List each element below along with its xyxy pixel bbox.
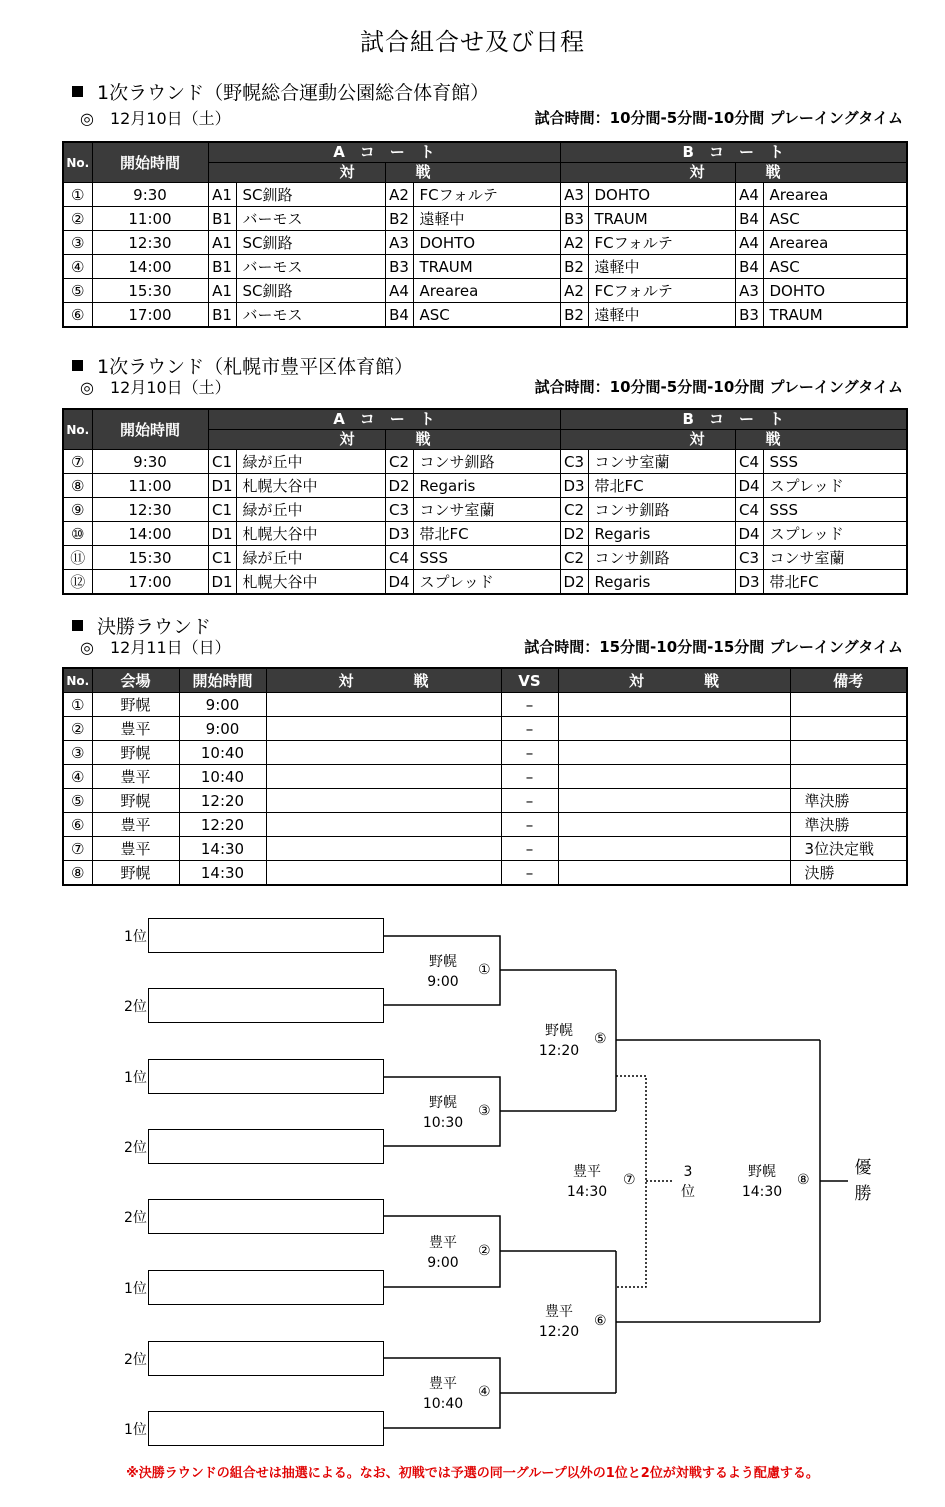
- vs-dash: –: [501, 741, 558, 765]
- team-name: FCフォルテ: [413, 183, 560, 207]
- match-number: ③: [63, 741, 92, 765]
- team-code: A3: [735, 279, 763, 303]
- start-time: 14:30: [179, 861, 266, 886]
- team-name: 札幌大谷中: [236, 570, 385, 595]
- round1b-match-time-note: 試合時間：10分間-5分間-10分間 プレーイングタイム: [534, 378, 903, 396]
- bracket-team-slot: [148, 1059, 384, 1094]
- start-time: 10:40: [179, 741, 266, 765]
- start-time: 11:00: [92, 474, 208, 498]
- team-code: D2: [385, 474, 413, 498]
- team-name: コンサ釧路: [588, 498, 735, 522]
- match-number: ④: [63, 255, 92, 279]
- team-code: D1: [208, 570, 236, 595]
- match-venue: 野幌: [429, 954, 457, 970]
- third-place-label: [676, 1162, 700, 1202]
- start-time: 9:00: [179, 693, 266, 717]
- team-name: バーモス: [236, 255, 385, 279]
- team-name: SC釧路: [236, 231, 385, 255]
- start-time: 12:30: [92, 498, 208, 522]
- start-time: 14:00: [92, 522, 208, 546]
- third-place-label-a: 3: [683, 1164, 693, 1180]
- team-code: A1: [208, 279, 236, 303]
- header-remark: 備考: [790, 668, 907, 693]
- team-code: A2: [560, 231, 588, 255]
- team-name: バーモス: [236, 207, 385, 231]
- match-number: ⑤: [63, 279, 92, 303]
- match-venue: 野幌: [748, 1164, 776, 1180]
- remark: 3位決定戦: [790, 837, 907, 861]
- match-time: 12:20: [538, 1324, 580, 1340]
- match-number: ⑦: [63, 450, 92, 474]
- team-name: Regaris: [588, 522, 735, 546]
- vs-dash: –: [501, 813, 558, 837]
- team-name: ASC: [763, 255, 907, 279]
- header-vs-b: 対: [560, 430, 735, 450]
- team-name: Regaris: [588, 570, 735, 595]
- team-name: 緑が丘中: [236, 498, 385, 522]
- team-code: A4: [735, 183, 763, 207]
- team-code: C2: [560, 546, 588, 570]
- match-3-number: ③: [478, 1103, 491, 1119]
- team-code: A1: [208, 183, 236, 207]
- seed-label: 1位: [124, 1422, 147, 1438]
- seed-label: 2位: [124, 999, 147, 1015]
- start-time: 17:00: [92, 303, 208, 328]
- team-name: バーモス: [236, 303, 385, 328]
- team-name: コンサ釧路: [413, 450, 560, 474]
- team-name: TRAUM: [588, 207, 735, 231]
- vs-dash: –: [501, 765, 558, 789]
- team-name: コンサ釧路: [588, 546, 735, 570]
- team-code: B3: [560, 207, 588, 231]
- start-time: 12:20: [179, 813, 266, 837]
- header-no: No.: [63, 668, 92, 693]
- match-2-number: ②: [478, 1243, 491, 1259]
- header-court-b: B コ ー ト: [560, 409, 907, 430]
- team-code: A2: [560, 279, 588, 303]
- match-number: ⑩: [63, 522, 92, 546]
- team-code: A3: [560, 183, 588, 207]
- match-7-number: ⑦: [623, 1172, 636, 1188]
- bracket-team-slot: [148, 1411, 384, 1446]
- third-place-label-b: 位: [681, 1184, 695, 1200]
- match-5-label: [531, 1021, 587, 1061]
- team-name: ASC: [763, 207, 907, 231]
- team-name: 緑が丘中: [236, 546, 385, 570]
- header-start-time: 開始時間: [92, 142, 208, 183]
- match-6-label: [531, 1302, 587, 1342]
- header-vs-a: 対: [208, 430, 385, 450]
- team-name: TRAUM: [413, 255, 560, 279]
- team-name: Regaris: [413, 474, 560, 498]
- bracket-team-slot: [148, 1341, 384, 1376]
- team-code: C4: [735, 450, 763, 474]
- finals-date: ◎ 12月11日（日）: [80, 638, 231, 657]
- section-heading-text: 決勝ラウンド: [97, 616, 212, 638]
- team-code: D1: [208, 474, 236, 498]
- team-code: C2: [560, 498, 588, 522]
- team-name: 帯北FC: [763, 570, 907, 595]
- team-code: A3: [385, 231, 413, 255]
- seed-label: 1位: [124, 929, 147, 945]
- match-venue: 豊平: [429, 1376, 457, 1392]
- match-number: ⑦: [63, 837, 92, 861]
- match-number: ②: [63, 717, 92, 741]
- champion-label-a: 優: [854, 1158, 872, 1178]
- team-code: B1: [208, 303, 236, 328]
- team-code: A1: [208, 231, 236, 255]
- header-sen-a: 戦: [385, 430, 560, 450]
- match-number: ①: [63, 693, 92, 717]
- venue: 野幌: [92, 693, 179, 717]
- seed-label: 2位: [124, 1140, 147, 1156]
- team-code: B2: [385, 207, 413, 231]
- match-time: 9:00: [427, 1255, 459, 1271]
- header-venue: 会場: [92, 668, 179, 693]
- team-name: コンサ室蘭: [413, 498, 560, 522]
- team-name: 帯北FC: [413, 522, 560, 546]
- remark: 準決勝: [790, 813, 907, 837]
- team-name: 札幌大谷中: [236, 474, 385, 498]
- match-6-number: ⑥: [594, 1313, 607, 1329]
- header-start-time: 開始時間: [92, 409, 208, 450]
- seed-label: 1位: [124, 1070, 147, 1086]
- champion-label-b: 勝: [854, 1184, 872, 1204]
- remark: 決勝: [790, 861, 907, 886]
- team-name: DOHTO: [588, 183, 735, 207]
- team-name: TRAUM: [763, 303, 907, 328]
- match-number: ⑪: [63, 546, 92, 570]
- header-court-a: A コ ー ト: [208, 142, 560, 163]
- match-5-number: ⑤: [594, 1031, 607, 1047]
- team-name: スプレッド: [763, 474, 907, 498]
- match-time: 10:30: [422, 1115, 464, 1131]
- team-name: SSS: [413, 546, 560, 570]
- team-code: D3: [735, 570, 763, 595]
- team-name: ASC: [413, 303, 560, 328]
- team-code: A2: [385, 183, 413, 207]
- match-number: ⑨: [63, 498, 92, 522]
- team-name: 遠軽中: [588, 255, 735, 279]
- team-name: SC釧路: [236, 183, 385, 207]
- match-2-label: [415, 1233, 471, 1273]
- team-code: C1: [208, 498, 236, 522]
- header-vs: VS: [501, 668, 558, 693]
- venue: 野幌: [92, 741, 179, 765]
- match-8-label: [734, 1162, 790, 1202]
- team-code: C1: [208, 450, 236, 474]
- team-code: D1: [208, 522, 236, 546]
- start-time: 11:00: [92, 207, 208, 231]
- section-heading-text: 1次ラウンド（野幌総合運動公園総合体育館）: [97, 82, 490, 104]
- header-court-b: B コ ー ト: [560, 142, 907, 163]
- venue: 豊平: [92, 765, 179, 789]
- vs-dash: –: [501, 693, 558, 717]
- team-code: D4: [385, 570, 413, 595]
- round1a-date: ◎ 12月10日（土）: [80, 109, 231, 128]
- team-name: FCフォルテ: [588, 279, 735, 303]
- seed-label: 2位: [124, 1352, 147, 1368]
- remark: 準決勝: [790, 789, 907, 813]
- team-name: DOHTO: [763, 279, 907, 303]
- match-number: ⑤: [63, 789, 92, 813]
- venue: 野幌: [92, 861, 179, 886]
- vs-dash: –: [501, 861, 558, 886]
- match-4-number: ④: [478, 1384, 491, 1400]
- start-time: 9:00: [179, 717, 266, 741]
- start-time: 17:00: [92, 570, 208, 595]
- match-venue: 豊平: [429, 1235, 457, 1251]
- page-title: 試合組合せ及び日程: [360, 28, 585, 56]
- header-start-time: 開始時間: [179, 668, 266, 693]
- team-code: C3: [735, 546, 763, 570]
- match-venue: 野幌: [545, 1023, 573, 1039]
- finals-match-time-note: 試合時間：15分間-10分間-15分間 プレーイングタイム: [524, 638, 903, 656]
- start-time: 15:30: [92, 279, 208, 303]
- match-4-label: [415, 1374, 471, 1414]
- round1b-date: ◎ 12月10日（土）: [80, 378, 231, 397]
- team-code: B2: [560, 255, 588, 279]
- team-name: 帯北FC: [588, 474, 735, 498]
- match-8-number: ⑧: [797, 1172, 810, 1188]
- bracket-team-slot: [148, 988, 384, 1023]
- bracket-team-slot: [148, 918, 384, 953]
- footer-note: ※決勝ラウンドの組合せは抽選による。なお、初戦では予選の同一グループ以外の1位と2位が対戦するよう配慮する。: [126, 1466, 819, 1481]
- bracket-team-slot: [148, 1270, 384, 1305]
- header-vs-b: 対: [560, 163, 735, 183]
- match-time: 14:30: [741, 1184, 783, 1200]
- venue: 豊平: [92, 837, 179, 861]
- vs-dash: –: [501, 837, 558, 861]
- match-venue: 野幌: [429, 1095, 457, 1111]
- team-name: 札幌大谷中: [236, 522, 385, 546]
- match-venue: 豊平: [573, 1164, 601, 1180]
- header-no: No.: [63, 409, 92, 450]
- venue: 野幌: [92, 789, 179, 813]
- team-name: SSS: [763, 450, 907, 474]
- team-code: B1: [208, 207, 236, 231]
- team-code: B4: [735, 207, 763, 231]
- team-name: 緑が丘中: [236, 450, 385, 474]
- match-number: ⑧: [63, 474, 92, 498]
- team-code: B4: [735, 255, 763, 279]
- header-court-a: A コ ー ト: [208, 409, 560, 430]
- match-number: ⑥: [63, 813, 92, 837]
- section-heading-text: 1次ラウンド（札幌市豊平区体育館）: [97, 356, 414, 378]
- match-number: ⑫: [63, 570, 92, 595]
- header-vs-a: 対: [208, 163, 385, 183]
- team-code: D2: [560, 570, 588, 595]
- team-code: C3: [560, 450, 588, 474]
- team-code: B2: [560, 303, 588, 328]
- match-number: ⑧: [63, 861, 92, 886]
- match-1-number: ①: [478, 962, 491, 978]
- team-name: コンサ室蘭: [588, 450, 735, 474]
- start-time: 15:30: [92, 546, 208, 570]
- start-time: 9:30: [92, 183, 208, 207]
- header-no: No.: [63, 142, 92, 183]
- match-number: ⑥: [63, 303, 92, 328]
- vs-dash: –: [501, 789, 558, 813]
- match-time: 12:20: [538, 1043, 580, 1059]
- venue: 豊平: [92, 717, 179, 741]
- team-name: Arearea: [763, 183, 907, 207]
- team-code: C4: [385, 546, 413, 570]
- team-code: B1: [208, 255, 236, 279]
- match-number: ④: [63, 765, 92, 789]
- team-name: SC釧路: [236, 279, 385, 303]
- team-code: C1: [208, 546, 236, 570]
- match-number: ①: [63, 183, 92, 207]
- start-time: 14:30: [179, 837, 266, 861]
- match-time: 9:00: [427, 974, 459, 990]
- team-code: D4: [735, 522, 763, 546]
- team-code: A4: [735, 231, 763, 255]
- team-name: スプレッド: [413, 570, 560, 595]
- match-venue: 豊平: [545, 1304, 573, 1320]
- team-name: Arearea: [413, 279, 560, 303]
- team-code: C3: [385, 498, 413, 522]
- team-code: B4: [385, 303, 413, 328]
- start-time: 14:00: [92, 255, 208, 279]
- header-sen-a: 戦: [385, 163, 560, 183]
- round1a-match-time-note: 試合時間：10分間-5分間-10分間 プレーイングタイム: [534, 109, 903, 127]
- match-number: ③: [63, 231, 92, 255]
- vs-dash: –: [501, 717, 558, 741]
- match-1-label: [415, 952, 471, 992]
- team-code: A4: [385, 279, 413, 303]
- team-code: C4: [735, 498, 763, 522]
- team-code: D4: [735, 474, 763, 498]
- header-vs-right: 対 戦: [558, 668, 790, 693]
- team-code: C2: [385, 450, 413, 474]
- team-name: 遠軽中: [413, 207, 560, 231]
- team-code: D3: [560, 474, 588, 498]
- header-sen-b: 戦: [735, 430, 907, 450]
- seed-label: 1位: [124, 1281, 147, 1297]
- team-name: 遠軽中: [588, 303, 735, 328]
- team-name: DOHTO: [413, 231, 560, 255]
- team-name: スプレッド: [763, 522, 907, 546]
- bracket-team-slot: [148, 1199, 384, 1234]
- match-3-label: [415, 1093, 471, 1133]
- team-code: B3: [735, 303, 763, 328]
- header-sen-b: 戦: [735, 163, 907, 183]
- start-time: 9:30: [92, 450, 208, 474]
- match-time: 14:30: [566, 1184, 608, 1200]
- champion-label: [851, 1155, 875, 1207]
- header-vs-left: 対 戦: [266, 668, 501, 693]
- match-number: ②: [63, 207, 92, 231]
- team-code: B3: [385, 255, 413, 279]
- team-code: D3: [385, 522, 413, 546]
- team-name: SSS: [763, 498, 907, 522]
- bracket-team-slot: [148, 1129, 384, 1164]
- seed-label: 2位: [124, 1210, 147, 1226]
- match-time: 10:40: [422, 1396, 464, 1412]
- venue: 豊平: [92, 813, 179, 837]
- start-time: 10:40: [179, 765, 266, 789]
- start-time: 12:30: [92, 231, 208, 255]
- team-name: Arearea: [763, 231, 907, 255]
- team-code: D2: [560, 522, 588, 546]
- team-name: FCフォルテ: [588, 231, 735, 255]
- team-name: コンサ室蘭: [763, 546, 907, 570]
- match-7-label: [559, 1162, 615, 1202]
- start-time: 12:20: [179, 789, 266, 813]
